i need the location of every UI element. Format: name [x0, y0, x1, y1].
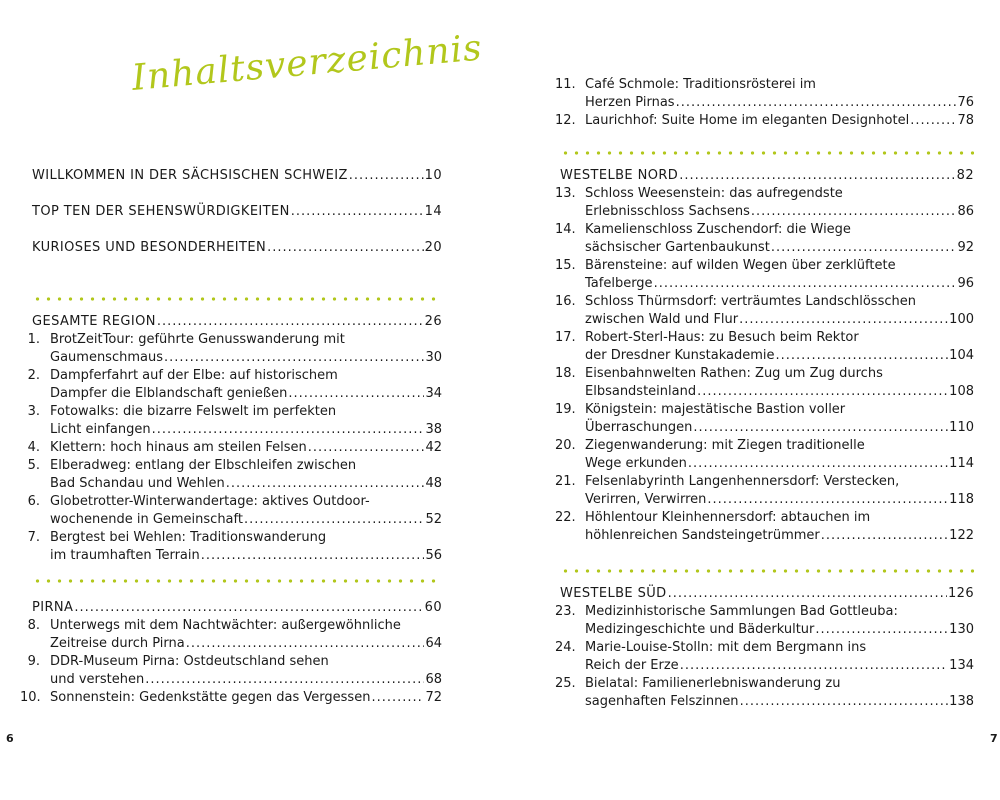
- entry-line2: [50, 511, 442, 529]
- dot-leader: [751, 203, 957, 221]
- top-entry: [32, 239, 442, 257]
- entry-number: 23.: [555, 604, 576, 619]
- dot-leader: [654, 275, 957, 293]
- top-entry: [32, 167, 442, 185]
- dot-leader: [371, 689, 424, 707]
- entry-line1-label: Klettern: hoch hinaus am steilen Felsen: [50, 440, 307, 455]
- entry-number: 19.: [555, 402, 576, 417]
- entry-line2: [585, 347, 974, 365]
- entry-number: 13.: [555, 186, 576, 201]
- entry-number: 10.: [20, 690, 41, 705]
- entry-line2-page: 34: [425, 386, 442, 401]
- top-entry-label: TOP TEN DER SEHENSWÜRDIGKEITEN: [32, 204, 290, 219]
- entry-line2-label: im traumhaften Terrain: [50, 548, 200, 563]
- entry-line1-label: Laurichhof: Suite Home im eleganten Designhotel: [585, 113, 910, 128]
- dot-leader: [267, 239, 424, 257]
- entry-line2: [585, 239, 974, 257]
- dot-leader: [740, 693, 949, 711]
- top-entry-label: KURIOSES UND BESONDERHEITEN: [32, 240, 267, 255]
- entry-line2: [50, 671, 442, 689]
- entry-number: 25.: [555, 676, 576, 691]
- entry-line2-label: höhlenreichen Sandsteingetrümmer: [585, 528, 820, 543]
- entry-title-line1: Robert-Sterl-Haus: zu Besuch beim Rektor: [585, 330, 859, 345]
- dot-leader: [164, 349, 424, 367]
- entry-line2-page: 104: [949, 348, 974, 363]
- entry-line2-label: Wege erkunden: [585, 456, 687, 471]
- entry-line2-label: Medizingeschichte und Bäderkultur: [585, 622, 815, 637]
- entry-number: 6.: [27, 494, 40, 509]
- dot-leader: [688, 455, 948, 473]
- entry-line1: [585, 112, 974, 130]
- dotted-separator: [32, 297, 442, 301]
- entry-line2-page: 86: [957, 204, 974, 219]
- entry-line2-page: 38: [425, 422, 442, 437]
- toc-title: Inhaltsverzeichnis: [130, 27, 485, 99]
- entry-line1-label: Sonnenstein: Gedenkstätte gegen das Vergessen: [50, 690, 371, 705]
- entry-line1-page: 72: [425, 690, 442, 705]
- entry-line2-page: 130: [949, 622, 974, 637]
- entry-line1: [50, 689, 442, 707]
- section-heading-label: GESAMTE REGION: [32, 314, 156, 329]
- entry-line2-page: 114: [949, 456, 974, 471]
- entry-line2-label: sächsischer Gartenbaukunst: [585, 240, 770, 255]
- entry-line2: [50, 385, 442, 403]
- entry-line2-page: 48: [425, 476, 442, 491]
- entry-line2: [50, 421, 442, 439]
- entry-line2-label: und verstehen: [50, 672, 145, 687]
- entry-title-line1: Globetrotter-Winterwandertage: aktives Outdoor-: [50, 494, 370, 509]
- entry-title-line1: Schloss Thürmsdorf: verträumtes Landschlösschen: [585, 294, 916, 309]
- entry-line2: [50, 547, 442, 565]
- right-page: [500, 0, 1000, 800]
- dot-leader: [157, 313, 424, 331]
- entry-number: 20.: [555, 438, 576, 453]
- dot-leader: [291, 203, 424, 221]
- entry-line2-page: 52: [425, 512, 442, 527]
- top-entry-label: WILLKOMMEN IN DER SÄCHSISCHEN SCHWEIZ: [32, 168, 348, 183]
- section-heading-page: 26: [424, 314, 442, 329]
- entry-number: 7.: [27, 530, 40, 545]
- entry-title-line1: Fotowalks: die bizarre Felswelt im perfekten: [50, 404, 337, 419]
- dot-leader: [815, 621, 948, 639]
- dot-leader: [739, 311, 948, 329]
- entry-line2-label: Bad Schandau und Wehlen: [50, 476, 225, 491]
- dot-leader: [680, 657, 948, 675]
- entry-line2: [585, 455, 974, 473]
- dot-leader: [308, 439, 425, 457]
- dotted-separator: [560, 569, 974, 573]
- entry-line2-label: Licht einfangen: [50, 422, 151, 437]
- entry-number: 8.: [27, 618, 40, 633]
- section-heading: [32, 313, 442, 331]
- entry-number: 24.: [555, 640, 576, 655]
- entry-number: 15.: [555, 258, 576, 273]
- entry-number: 3.: [27, 404, 40, 419]
- section-heading-page: 60: [424, 600, 442, 615]
- entry-title-line1: DDR-Museum Pirna: Ostdeutschland sehen: [50, 654, 329, 669]
- entry-number: 11.: [555, 77, 576, 92]
- entry-line2-label: Tafelberge: [585, 276, 653, 291]
- dot-leader: [776, 347, 949, 365]
- entry-number: 2.: [27, 368, 40, 383]
- entry-title-line1: Elberadweg: entlang der Elbschleifen zwischen: [50, 458, 357, 473]
- dot-leader: [244, 511, 424, 529]
- entry-line2-page: 56: [425, 548, 442, 563]
- entry-line2-label: Elbsandsteinland: [585, 384, 697, 399]
- entry-line2-label: Reich der Erze: [585, 658, 679, 673]
- top-entry-page: 10: [424, 168, 442, 183]
- top-entry-page: 14: [424, 204, 442, 219]
- entry-number: 1.: [27, 332, 40, 347]
- entry-title-line1: BrotZeitTour: geführte Genusswanderung mit: [50, 332, 345, 347]
- entry-number: 18.: [555, 366, 576, 381]
- entry-title-line1: Dampferfahrt auf der Elbe: auf historischem: [50, 368, 338, 383]
- entry-line2: [585, 527, 974, 545]
- entry-line2-label: Verirren, Verwirren: [585, 492, 707, 507]
- dot-leader: [821, 527, 948, 545]
- section-heading: [560, 585, 974, 603]
- dot-leader: [910, 112, 956, 130]
- dot-leader: [693, 419, 948, 437]
- entry-line2: [585, 657, 974, 675]
- entry-title-line1: Café Schmole: Traditionsrösterei im: [585, 77, 816, 92]
- entry-line2-page: 138: [949, 694, 974, 709]
- entry-line2: [585, 94, 974, 112]
- entry-line2-page: 108: [949, 384, 974, 399]
- entry-title-line1: Bergtest bei Wehlen: Traditionswanderung: [50, 530, 327, 545]
- entry-title-line1: Schloss Weesenstein: das aufregendste: [585, 186, 843, 201]
- section-heading-label: PIRNA: [32, 600, 74, 615]
- entry-line2-label: sagenhaften Felszinnen: [585, 694, 739, 709]
- entry-line2-page: 68: [425, 672, 442, 687]
- entry-number: 16.: [555, 294, 576, 309]
- top-entry-page: 20: [424, 240, 442, 255]
- entry-line1-page: 42: [425, 440, 442, 455]
- entry-line2-label: wochenende in Gemeinschaft: [50, 512, 243, 527]
- entry-title-line1: Königstein: majestätische Bastion voller: [585, 402, 846, 417]
- entry-number: 14.: [555, 222, 576, 237]
- entry-title-line1: Eisenbahnwelten Rathen: Zug um Zug durchs: [585, 366, 883, 381]
- entry-number: 21.: [555, 474, 576, 489]
- entry-line2: [50, 349, 442, 367]
- dotted-separator: [560, 151, 974, 155]
- dot-leader: [707, 491, 948, 509]
- entry-title-line1: Medizinhistorische Sammlungen Bad Gottleuba:: [585, 604, 898, 619]
- entry-line2-label: zwischen Wald und Flur: [585, 312, 739, 327]
- entry-line2: [585, 203, 974, 221]
- entry-title-line1: Bielatal: Familienerlebniswanderung zu: [585, 676, 841, 691]
- entry-line2-label: der Dresdner Kunstakademie: [585, 348, 775, 363]
- dot-leader: [226, 475, 425, 493]
- entry-number: 17.: [555, 330, 576, 345]
- dot-leader: [349, 167, 424, 185]
- entry-line2-page: 96: [957, 276, 974, 291]
- entry-line2: [50, 635, 442, 653]
- entry-line2: [585, 693, 974, 711]
- entry-line2-page: 76: [957, 95, 974, 110]
- section-heading-label: WESTELBE NORD: [560, 168, 679, 183]
- entry-number: 22.: [555, 510, 576, 525]
- entry-number: 12.: [555, 113, 576, 128]
- entry-line2-page: 110: [949, 420, 974, 435]
- dot-leader: [145, 671, 424, 689]
- top-entry: [32, 203, 442, 221]
- entry-line2-page: 64: [425, 636, 442, 651]
- entry-title-line1: Unterwegs mit dem Nachtwächter: außergewöhnliche: [50, 618, 401, 633]
- entry-line2-label: Gaumenschmaus: [50, 350, 163, 365]
- entry-number: 5.: [27, 458, 40, 473]
- entry-line2-page: 30: [425, 350, 442, 365]
- page-number-left: 6: [6, 732, 14, 745]
- entry-line2-page: 134: [949, 658, 974, 673]
- dot-leader: [771, 239, 957, 257]
- entry-line2: [585, 621, 974, 639]
- entry-number: 9.: [27, 654, 40, 669]
- dot-leader: [679, 167, 955, 185]
- section-heading-page: 82: [956, 168, 974, 183]
- entry-line2-page: 92: [957, 240, 974, 255]
- entry-title-line1: Kamelienschloss Zuschendorf: die Wiege: [585, 222, 851, 237]
- dot-leader: [697, 383, 948, 401]
- section-heading: [32, 599, 442, 617]
- dot-leader: [186, 635, 425, 653]
- dot-leader: [676, 94, 957, 112]
- dot-leader: [668, 585, 947, 603]
- entry-number: 4.: [27, 440, 40, 455]
- entry-line2-page: 100: [949, 312, 974, 327]
- section-heading: [560, 167, 974, 185]
- entry-line2-page: 118: [949, 492, 974, 507]
- entry-line2: [50, 475, 442, 493]
- dot-leader: [152, 421, 425, 439]
- entry-title-line1: Höhlentour Kleinhennersdorf: abtauchen im: [585, 510, 871, 525]
- entry-line2-label: Erlebnisschloss Sachsens: [585, 204, 750, 219]
- entry-line2-label: Zeitreise durch Pirna: [50, 636, 185, 651]
- entry-title-line1: Bärensteine: auf wilden Wegen über zerklüftete: [585, 258, 896, 273]
- entry-line2-label: Dampfer die Elblandschaft genießen: [50, 386, 288, 401]
- entry-line2-label: Überraschungen: [585, 420, 693, 435]
- entry-line2-label: Herzen Pirnas: [585, 95, 675, 110]
- entry-title-line1: Felsenlabyrinth Langenhennersdorf: Verstecken,: [585, 474, 900, 489]
- dot-leader: [74, 599, 423, 617]
- dot-leader: [288, 385, 424, 403]
- entry-line2-page: 122: [949, 528, 974, 543]
- page-number-right: 7: [990, 732, 998, 745]
- entry-line1: [50, 439, 442, 457]
- entry-title-line1: Ziegenwanderung: mit Ziegen traditionelle: [585, 438, 865, 453]
- entry-line1-page: 78: [957, 113, 974, 128]
- entry-line2: [585, 419, 974, 437]
- entry-title-line1: Marie-Louise-Stolln: mit dem Bergmann ins: [585, 640, 867, 655]
- dot-leader: [201, 547, 425, 565]
- entry-line2: [585, 491, 974, 509]
- entry-line2: [585, 275, 974, 293]
- dotted-separator: [32, 579, 442, 583]
- entry-line2: [585, 311, 974, 329]
- section-heading-label: WESTELBE SÜD: [560, 586, 667, 601]
- entry-line2: [585, 383, 974, 401]
- section-heading-page: 126: [947, 586, 974, 601]
